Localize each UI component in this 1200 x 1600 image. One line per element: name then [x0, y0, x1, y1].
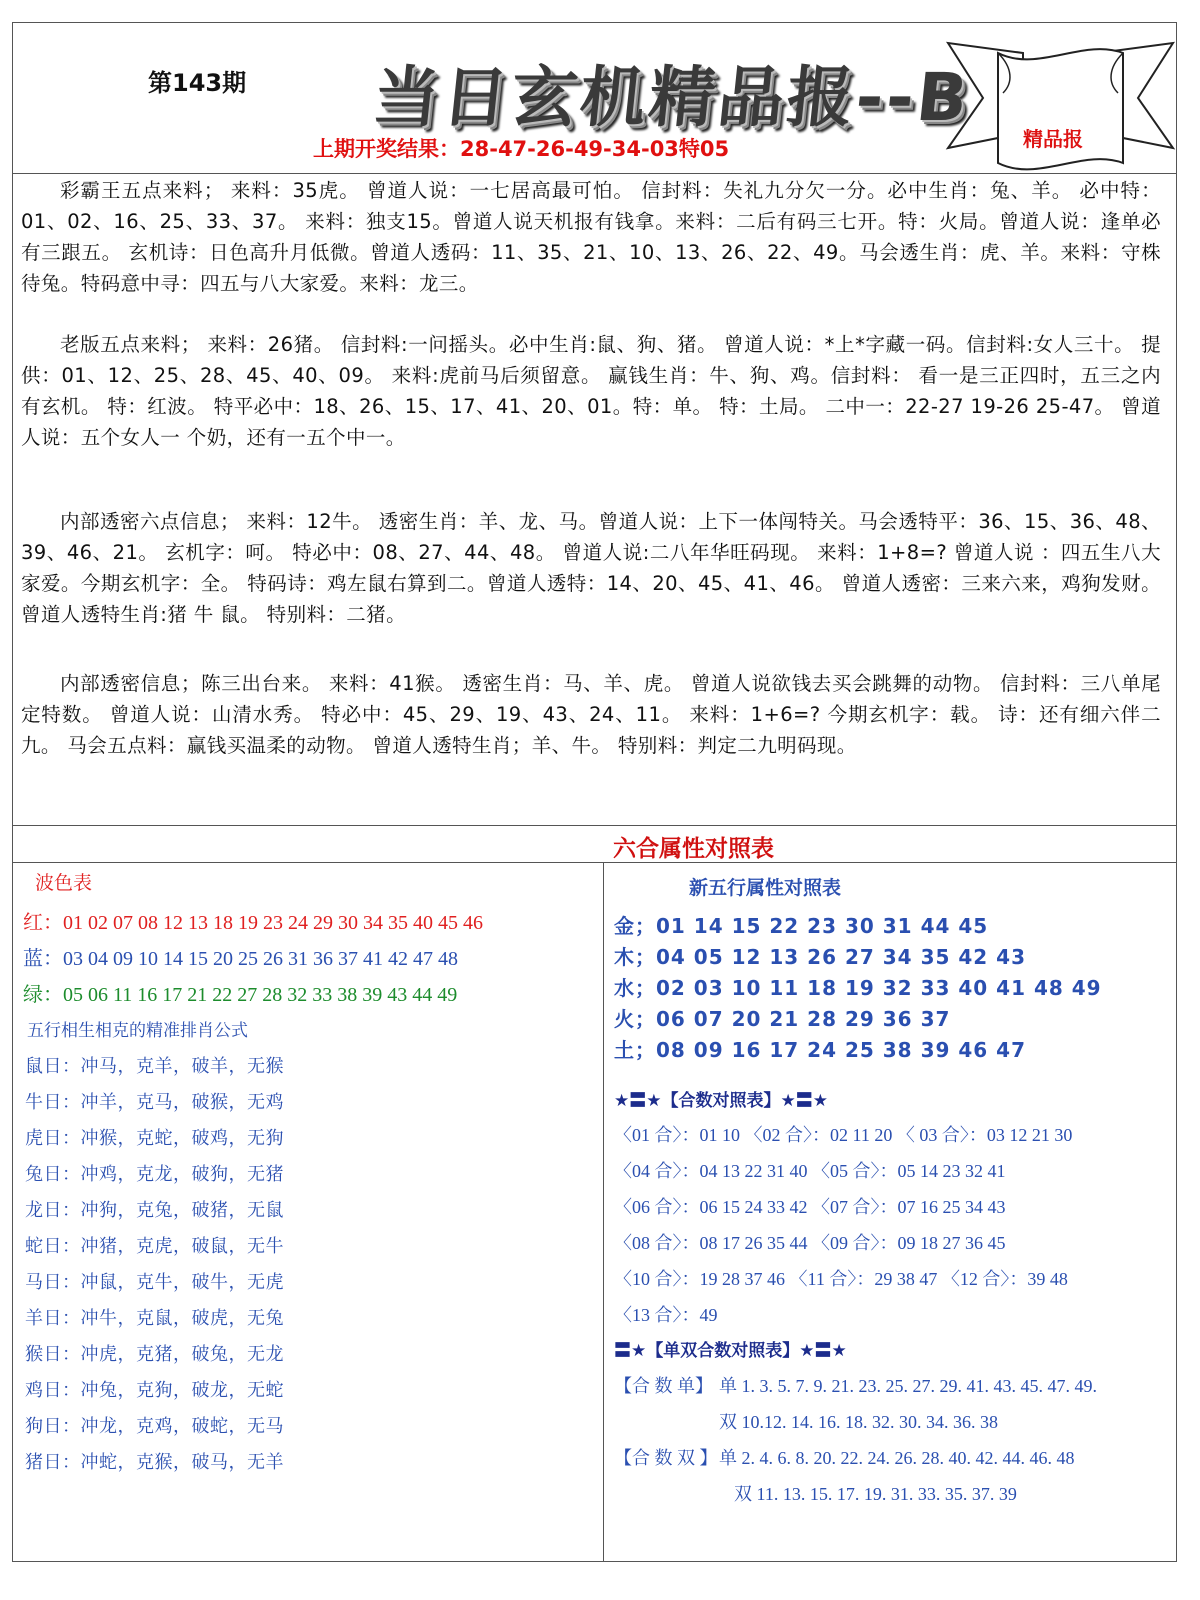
heshu-shuang-odd: 单 2. 4. 6. 8. 20. 22. 24. 26. 28. 40. 42. 44. 46. 48	[719, 1448, 1075, 1468]
heshu-shuang-label: 【合 数 双 】	[614, 1448, 718, 1468]
table-title-bar	[13, 826, 1176, 863]
zodiac-day-row: 蛇日：冲猪，克虎，破鼠，无牛	[25, 1236, 284, 1257]
danshuang-title: 〓★【单双合数对照表】★〓★	[614, 1341, 847, 1361]
heshu-shuang-even: 双 11. 13. 15. 17. 19. 31. 33. 35. 37. 39	[734, 1484, 1017, 1504]
right-column	[604, 862, 1178, 1562]
zodiac-day-row: 兔日：冲鸡，克龙，破狗，无猪	[25, 1164, 284, 1185]
banner-title: 当日玄机精品报--B	[369, 59, 975, 136]
zodiac-day-row: 鸡日：冲兔，克狗，破龙，无蛇	[25, 1380, 284, 1401]
article-paragraph-3: 内部透密六点信息； 来料：12牛。 透密生肖：羊、龙、马。曾道人说：上下一体闯特关。马会透特平：36、15、36、48、39、46、21。 玄机字：呵。 特必中：08、27、44、48。 曾道人说:二八年华旺码现。 来料：1+8=? 曾道人说 ：四五生八大家爱。今期玄机字：全。 特码诗：鸡左鼠右算到二。曾道人透特：14、20、45、41、46。 曾道人透密：三来六来，鸡狗发财。 曾道人透特生肖:猪 牛 鼠。 特别料：二猪。	[21, 510, 1161, 626]
heshu-dan-odd: 单 1. 3. 5. 7. 9. 21. 23. 25. 27. 29. 41. 43. 45. 47. 49.	[719, 1376, 1097, 1396]
formula-title: 五行相生相克的精准排肖公式	[27, 1021, 248, 1041]
wuxing-title: 新五行属性对照表	[689, 877, 842, 899]
articles	[13, 173, 1176, 823]
reference-tables	[13, 825, 1176, 1564]
header	[13, 23, 1176, 174]
zodiac-day-row: 羊日：冲牛，克鼠，破虎，无兔	[25, 1308, 284, 1329]
heshu-row: 〈10 合〉：19 28 37 46 〈11 合〉：29 38 47 〈12 合〉：39 48	[614, 1269, 1068, 1289]
table-title: 六合属性对照表	[613, 836, 774, 862]
zodiac-day-row: 猪日：冲蛇，克猴，破马，无羊	[25, 1452, 284, 1473]
wuxing-row: 土；08 09 16 17 24 25 38 39 46 47	[614, 1038, 1026, 1062]
wuxing-row: 金；01 14 15 22 23 30 31 44 45	[614, 914, 989, 938]
heshu-title: ★〓★【合数对照表】★〓★	[614, 1091, 828, 1111]
heshu-row: 〈01 合〉：01 10 〈02 合〉：02 11 20 〈 03 合〉：03 12 21 30	[614, 1125, 1073, 1145]
article-paragraph-4: 内部透密信息；陈三出台来。 来料：41猴。 透密生肖：马、羊、虎。 曾道人说欲钱去买会跳舞的动物。 信封料：三八单尾定特数。 曾道人说：山清水秀。 特必中：45、29、19、43、24、11。 来料：1+6=? 今期玄机字：载。 诗：还有细六伴二九。 马会五点料：赢钱买温柔的动物。 曾道人透特生肖；羊、牛。 特别料：判定二九明码现。	[21, 672, 1161, 757]
heshu-row: 〈13 合〉：49	[614, 1305, 718, 1325]
heshu-row: 〈04 合〉：04 13 22 31 40 〈05 合〉：05 14 23 32 41	[614, 1161, 1006, 1181]
article-paragraph-1: 彩霸王五点来料； 来料：35虎。 曾道人说：一七居高最可怕。 信封料：失礼九分欠一分。必中生肖：兔、羊。 必中特：01、02、16、25、33、37。 来料：独支15。曾道人说天机报有钱拿。来料：二后有码三七开。特：火局。曾道人说：逢单必有三跟五。 玄机诗：日色高升月低微。曾道人透码：11、35、21、10、13、26、22、49。马会透生肖：虎、羊。来料：守株待兔。特码意中寻：四五与八大家爱。来料：龙三。	[21, 179, 1161, 295]
wuxing-row: 木；04 05 12 13 26 27 34 35 42 43	[614, 945, 1026, 969]
zodiac-day-row: 鼠日：冲马，克羊，破羊，无猴	[25, 1056, 284, 1077]
heshu-dan-even: 双 10.12. 14. 16. 18. 32. 30. 34. 36. 38	[719, 1412, 998, 1432]
zodiac-day-row: 狗日：冲龙，克鸡，破蛇，无马	[25, 1416, 284, 1437]
heshu-dan-label: 【合 数 单】	[614, 1376, 713, 1396]
zodiac-day-row: 牛日：冲羊，克马，破猴，无鸡	[25, 1092, 284, 1113]
issue-number: 第143期	[148, 69, 247, 97]
zodiac-day-row: 猴日：冲虎，克猪，破兔，无龙	[25, 1344, 284, 1365]
wuxing-row: 水；02 03 10 11 18 19 32 33 40 41 48 49	[614, 976, 1102, 1000]
heshu-row: 〈08 合〉：08 17 26 35 44 〈09 合〉：09 18 27 36 45	[614, 1233, 1006, 1253]
zodiac-day-row: 虎日：冲猴，克蛇，破鸡，无狗	[25, 1128, 284, 1149]
article-paragraph-2: 老版五点来料； 来料：26猪。 信封料:一问摇头。必中生肖:鼠、狗、猪。 曾道人说：*上*字藏一码。信封料:女人三十。 提供：01、12、25、28、45、40、09。 来料:虎前马后须留意。 赢钱生肖：牛、狗、鸡。信封料： 看一是三正四时，五三之内有玄机。 特：红波。 特平必中：18、26、15、17、41、20、01。特：单。 特：土局。 二中一：22-27 19-26 25-47。 曾道人说：五个女人一 个奶，还有一五个中一。	[21, 333, 1161, 449]
newspaper-sheet	[12, 22, 1177, 1562]
wave-green-row: 绿：05 06 11 16 17 21 22 27 28 32 33 38 39 43 44 49	[23, 984, 458, 1006]
flag-label: 精品报	[1023, 127, 1083, 151]
heshu-row: 〈06 合〉：06 15 24 33 42 〈07 合〉：07 16 25 34 43	[614, 1197, 1006, 1217]
last-draw-result: 上期开奖结果：28-47-26-49-34-03特05	[313, 137, 730, 161]
left-column	[13, 862, 603, 1562]
wave-color-title: 波色表	[35, 872, 93, 894]
wave-red-row: 红：01 02 07 08 12 13 18 19 23 24 29 30 34 35 40 45 46	[23, 912, 483, 934]
zodiac-day-row: 马日：冲鼠，克牛，破牛，无虎	[25, 1272, 284, 1293]
wuxing-row: 火；06 07 20 21 28 29 36 37	[614, 1007, 951, 1031]
wave-blue-row: 蓝：03 04 09 10 14 15 20 25 26 31 36 37 41 42 47 48	[23, 948, 458, 970]
zodiac-day-row: 龙日：冲狗，克兔，破猪，无鼠	[25, 1200, 284, 1221]
